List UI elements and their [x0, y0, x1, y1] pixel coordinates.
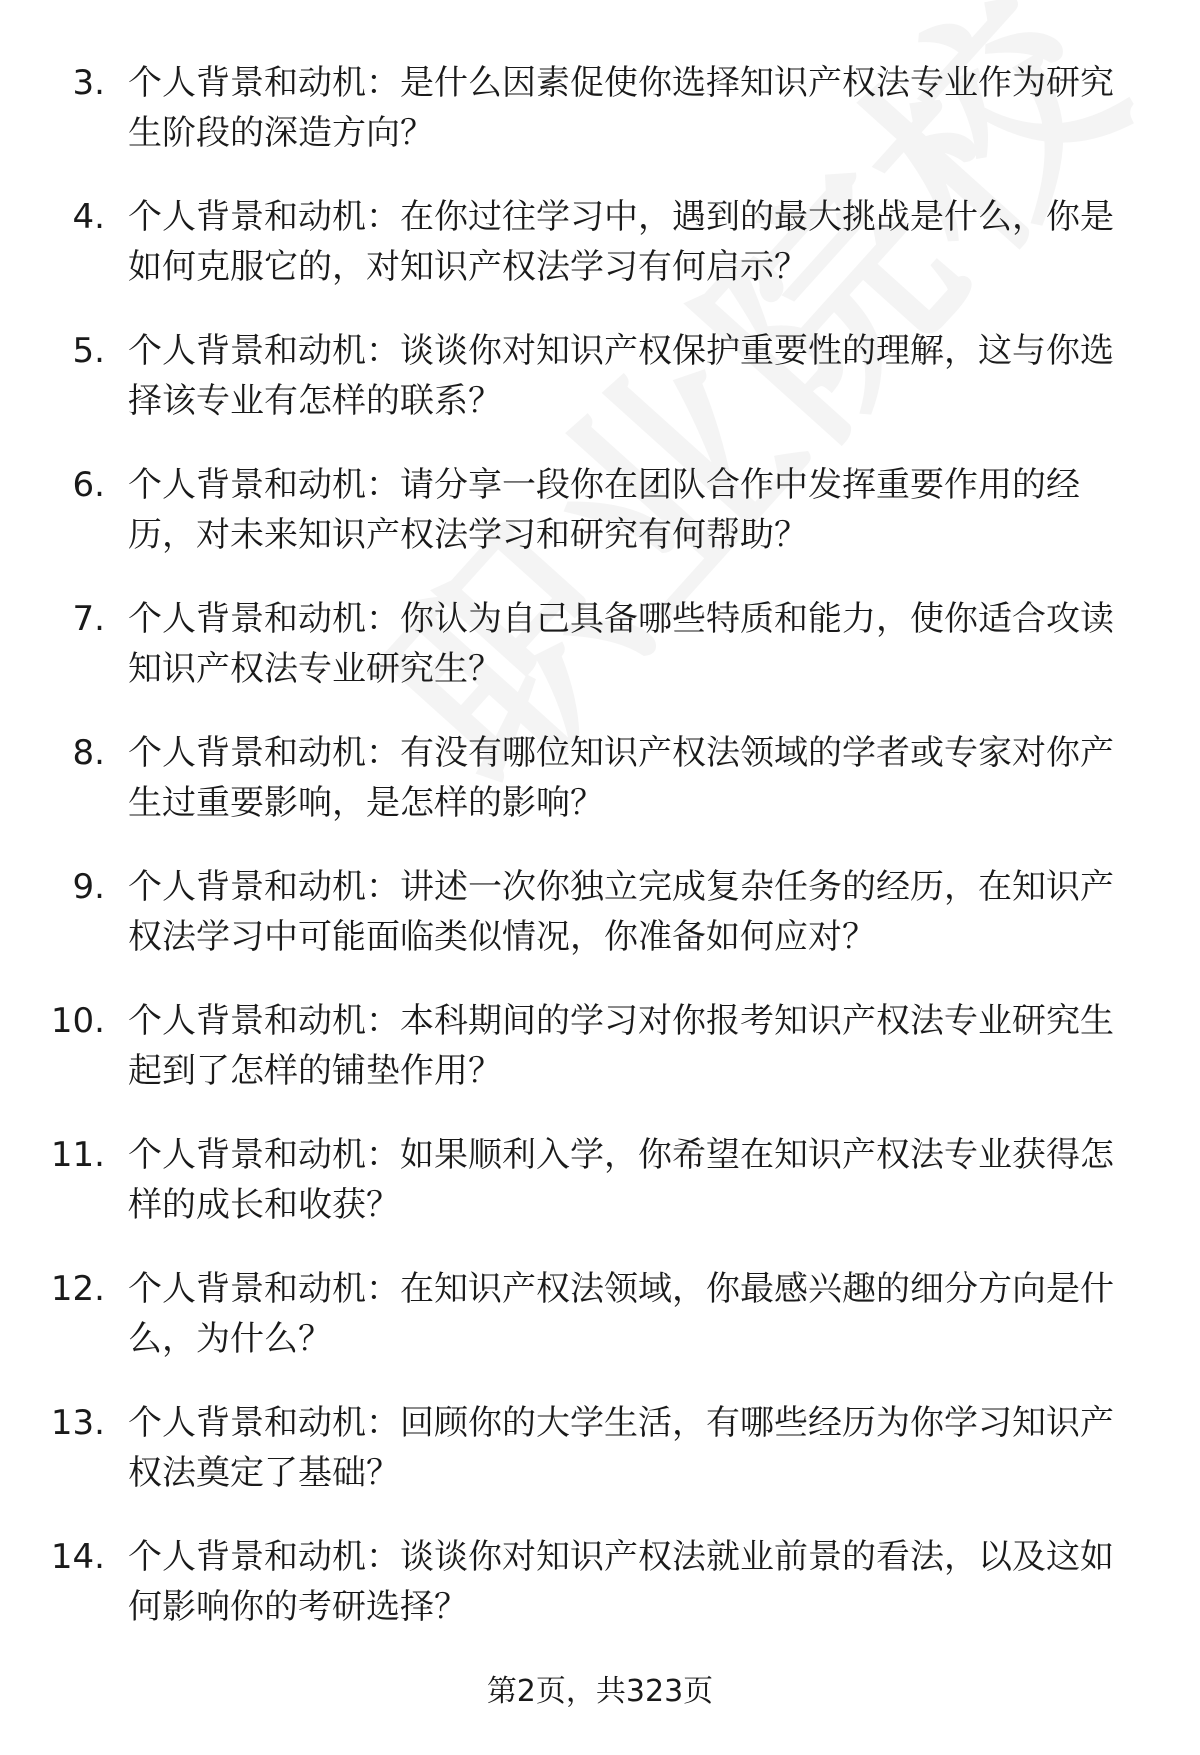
question-number: 4. [72, 197, 105, 237]
question-text: 个人背景和动机：你认为自己具备哪些特质和能力，使你适合攻读知识产权法专业研究生？ [128, 599, 1114, 689]
list-item [0, 1264, 1200, 1398]
question-number: 5. [72, 331, 105, 371]
question-number: 9. [72, 867, 105, 907]
question-number: 12. [50, 1269, 105, 1309]
list-item [0, 862, 1200, 996]
list-item [0, 460, 1200, 594]
list-item [0, 1532, 1200, 1666]
question-number: 11. [50, 1135, 105, 1175]
page-footer: 第2页，共323页 [486, 1674, 714, 1709]
question-list [0, 58, 1200, 1666]
question-text: 个人背景和动机：请分享一段你在团队合作中发挥重要作用的经历，对未来知识产权法学习和研究有何帮助？ [128, 465, 1080, 555]
list-item [0, 192, 1200, 326]
question-text: 个人背景和动机：在知识产权法领域，你最感兴趣的细分方向是什么，为什么？ [128, 1269, 1114, 1359]
question-text: 个人背景和动机：回顾你的大学生活，有哪些经历为你学习知识产权法奠定了基础？ [128, 1403, 1114, 1493]
question-number: 8. [72, 733, 105, 773]
list-item [0, 996, 1200, 1130]
question-number: 13. [50, 1403, 105, 1443]
list-item [0, 594, 1200, 728]
question-text: 个人背景和动机：有没有哪位知识产权法领域的学者或专家对你产生过重要影响，是怎样的影响？ [128, 733, 1114, 823]
question-number: 6. [72, 465, 105, 505]
list-item [0, 728, 1200, 862]
question-number: 3. [72, 63, 105, 103]
question-text: 个人背景和动机：如果顺利入学，你希望在知识产权法专业获得怎样的成长和收获？ [128, 1135, 1114, 1225]
question-text: 个人背景和动机：谈谈你对知识产权法就业前景的看法，以及这如何影响你的考研选择？ [128, 1537, 1114, 1627]
question-text: 个人背景和动机：本科期间的学习对你报考知识产权法专业研究生起到了怎样的铺垫作用？ [128, 1001, 1114, 1091]
list-item [0, 1398, 1200, 1532]
question-text: 个人背景和动机：谈谈你对知识产权保护重要性的理解，这与你选择该专业有怎样的联系？ [128, 331, 1114, 421]
question-number: 10. [50, 1001, 105, 1041]
question-text: 个人背景和动机：讲述一次你独立完成复杂任务的经历，在知识产权法学习中可能面临类似情况，你准备如何应对？ [128, 867, 1114, 957]
list-item [0, 58, 1200, 192]
question-number: 7. [72, 599, 105, 639]
list-item [0, 326, 1200, 460]
question-text: 个人背景和动机：在你过往学习中，遇到的最大挑战是什么，你是如何克服它的，对知识产权法学习有何启示？ [128, 197, 1114, 287]
question-number: 14. [50, 1537, 105, 1577]
list-item [0, 1130, 1200, 1264]
question-text: 个人背景和动机：是什么因素促使你选择知识产权法专业作为研究生阶段的深造方向？ [128, 63, 1114, 153]
